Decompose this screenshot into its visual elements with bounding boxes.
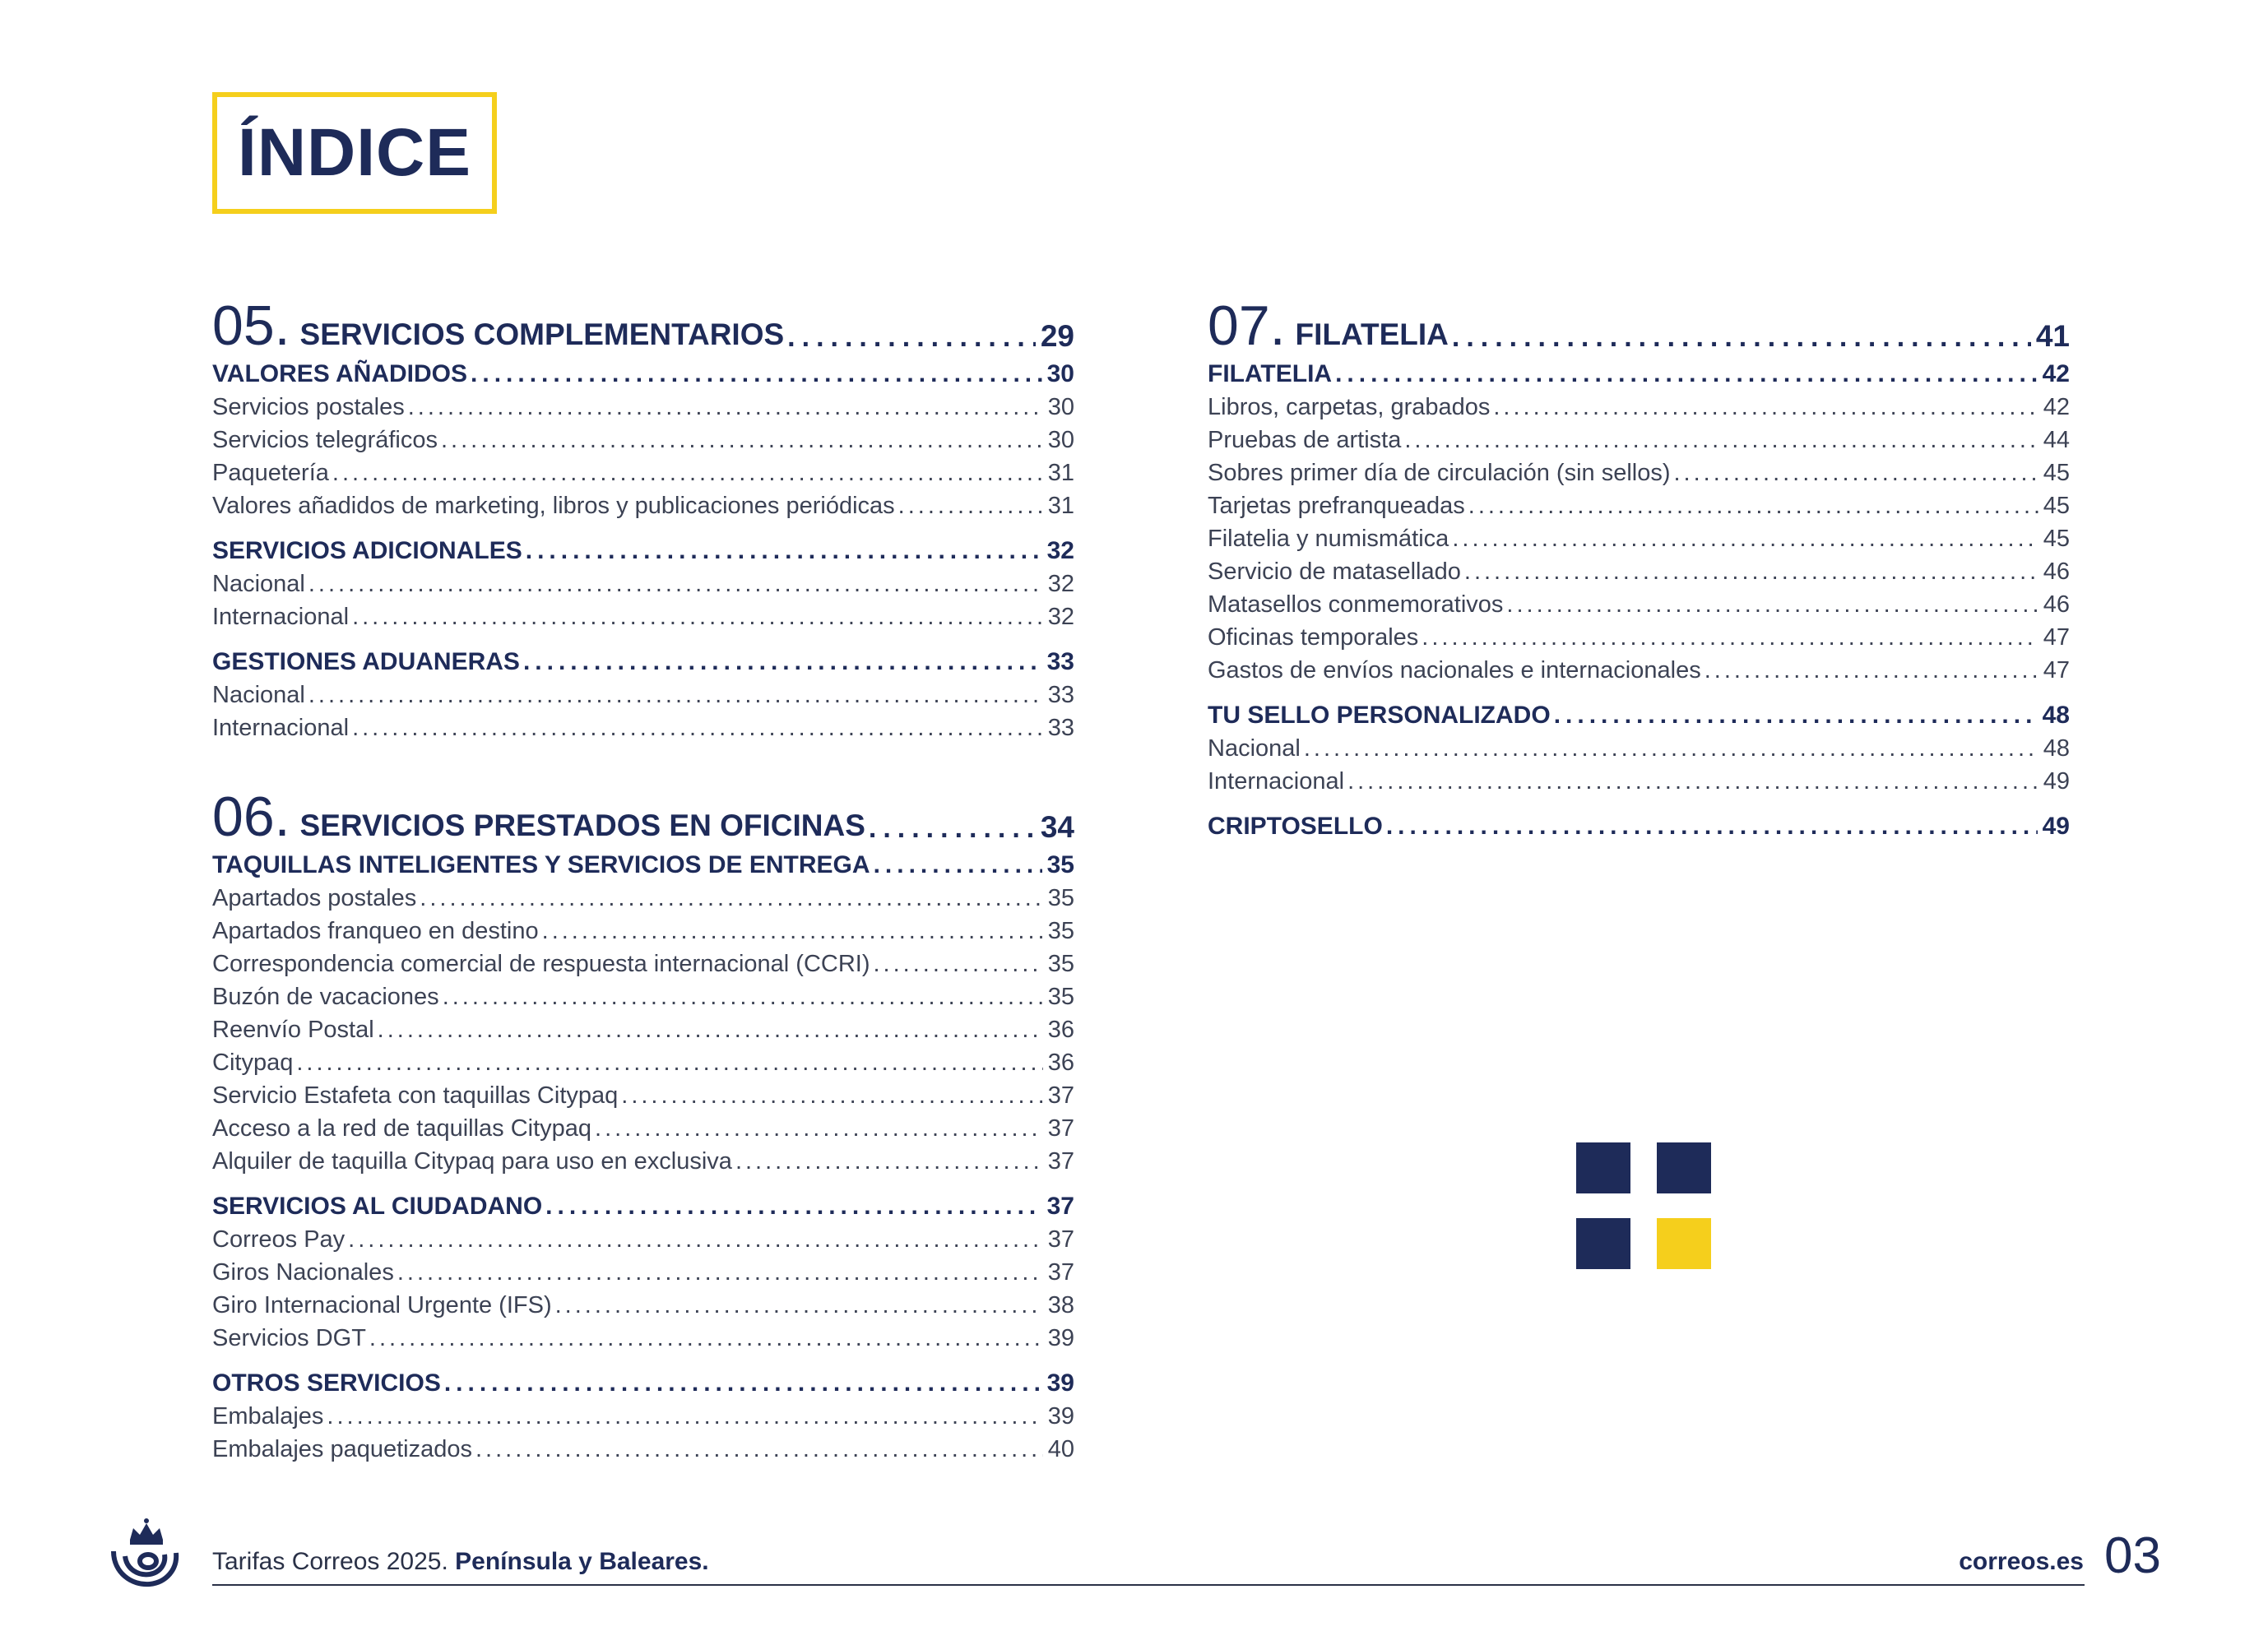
toc-item-label: Servicio Estafeta con taquillas Citypaq — [212, 1082, 619, 1109]
toc-item[interactable] — [1208, 591, 2070, 624]
toc-item-label: Servicio de matasellado — [1208, 558, 1461, 585]
footer-site-link[interactable]: correos.es — [1959, 1548, 2084, 1575]
toc-item[interactable] — [212, 951, 1074, 984]
toc-item-page: 46 — [2043, 591, 2070, 618]
dot-leader — [441, 427, 1043, 454]
chapter-number: 05. — [212, 294, 290, 357]
toc-item-page: 45 — [2043, 526, 2070, 552]
toc-section[interactable] — [1208, 702, 2070, 735]
navy-square-icon — [1576, 1218, 1630, 1269]
toc-item-label: Reenvío Postal — [212, 1017, 374, 1043]
toc-item-page: 40 — [1047, 1436, 1074, 1462]
toc-item-page: 37 — [1047, 1082, 1074, 1109]
toc-item[interactable] — [212, 682, 1074, 715]
navy-square-icon — [1657, 1142, 1711, 1193]
toc-item-page: 39 — [1047, 1325, 1074, 1351]
toc-item-label: Matasellos conmemorativos — [1208, 591, 1504, 618]
decorative-squares — [1576, 1142, 1714, 1271]
toc-item[interactable] — [1208, 768, 2070, 801]
toc-item[interactable] — [212, 394, 1074, 427]
toc-item-label: Servicios DGT — [212, 1325, 366, 1351]
toc-item-label: Servicios telegráficos — [212, 427, 438, 453]
toc-item[interactable] — [212, 571, 1074, 604]
toc-item[interactable] — [212, 604, 1074, 637]
toc-section-page: 35 — [1046, 851, 1074, 878]
dot-leader — [545, 1193, 1041, 1221]
toc-chapter[interactable] — [212, 290, 1074, 357]
dot-leader — [348, 1226, 1043, 1253]
toc-section-page: 39 — [1046, 1369, 1074, 1397]
dot-leader — [595, 1115, 1043, 1142]
toc-item-label: Alquiler de taquilla Citypaq para uso en exclusiva — [212, 1148, 732, 1175]
dot-leader — [1493, 394, 2038, 421]
toc-section-label: SERVICIOS AL CIUDADANO — [212, 1193, 543, 1220]
toc-section-page: 42 — [2042, 360, 2070, 387]
dot-leader — [1422, 624, 2038, 651]
toc-chapter-label: SERVICIOS COMPLEMENTARIOS — [299, 317, 785, 351]
toc-item[interactable] — [212, 1226, 1074, 1259]
dot-leader — [352, 715, 1043, 742]
dot-leader — [898, 493, 1043, 520]
toc-item-label: Citypaq — [212, 1050, 294, 1076]
toc-item[interactable] — [212, 427, 1074, 460]
dot-leader — [1468, 493, 2038, 520]
toc-item-label: Giros Nacionales — [212, 1259, 394, 1286]
toc-item-page: 45 — [2043, 493, 2070, 519]
toc-section[interactable] — [212, 1193, 1074, 1226]
toc-item[interactable] — [212, 460, 1074, 493]
toc-item[interactable] — [212, 1403, 1074, 1436]
index-title-box — [212, 92, 497, 214]
toc-item-label: Paquetería — [212, 460, 329, 486]
toc-section[interactable] — [1208, 813, 2070, 846]
toc-chapter[interactable] — [1208, 290, 2070, 357]
toc-item-label: Embalajes paquetizados — [212, 1436, 472, 1462]
dot-leader — [352, 604, 1043, 631]
toc-item[interactable] — [212, 1436, 1074, 1469]
toc-item-page: 31 — [1047, 460, 1074, 486]
toc-item-page: 35 — [1047, 918, 1074, 944]
dot-leader — [378, 1017, 1043, 1044]
dot-leader — [1347, 768, 2038, 795]
dot-leader — [332, 460, 1043, 487]
toc-item-page: 38 — [1047, 1292, 1074, 1318]
toc-section-label: TAQUILLAS INTELIGENTES Y SERVICIOS DE ENTREGA — [212, 851, 870, 878]
toc-item[interactable] — [1208, 427, 2070, 460]
dot-leader — [542, 918, 1043, 945]
dot-leader — [869, 813, 1036, 845]
toc-item-page: 46 — [2043, 558, 2070, 585]
dot-leader — [526, 537, 1042, 565]
toc-item-label: Gastos de envíos nacionales e internacionales — [1208, 657, 1701, 683]
chapter-number: 07. — [1208, 294, 1286, 357]
toc-section[interactable] — [212, 851, 1074, 885]
toc-item-label: Libros, carpetas, grabados — [1208, 394, 1491, 420]
dot-leader — [369, 1325, 1043, 1352]
toc-item-label: Internacional — [212, 715, 350, 741]
toc-item[interactable] — [1208, 526, 2070, 558]
toc-item-page: 31 — [1047, 493, 1074, 519]
toc-item-page: 39 — [1047, 1403, 1074, 1430]
dot-leader — [327, 1403, 1042, 1430]
toc-item-page: 35 — [1047, 951, 1074, 977]
toc-item[interactable] — [212, 1292, 1074, 1325]
dot-leader — [1404, 427, 2038, 454]
toc-item-label: Oficinas temporales — [1208, 624, 1419, 651]
dot-leader — [308, 571, 1043, 598]
dot-leader — [1704, 657, 2038, 684]
dot-leader — [444, 1369, 1042, 1397]
dot-leader — [443, 984, 1043, 1011]
toc-section-label: OTROS SERVICIOS — [212, 1369, 441, 1397]
dot-leader — [1464, 558, 2038, 586]
toc-item-page: 37 — [1047, 1259, 1074, 1286]
toc-item-label: Embalajes — [212, 1403, 324, 1430]
toc-item-label: Filatelia y numismática — [1208, 526, 1449, 552]
toc-item[interactable] — [1208, 657, 2070, 690]
chapter-number: 06. — [212, 785, 290, 848]
toc-item-label: Correos Pay — [212, 1226, 346, 1253]
toc-item-page: 35 — [1047, 885, 1074, 911]
dot-leader — [523, 648, 1042, 676]
dot-leader — [873, 951, 1042, 978]
chapter-heading — [1208, 294, 1449, 357]
toc-item[interactable] — [212, 1082, 1074, 1115]
toc-item-label: Servicios postales — [212, 394, 405, 420]
toc-item-label: Valores añadidos de marketing, libros y publicaciones periódicas — [212, 493, 895, 519]
toc-item-label: Internacional — [1208, 768, 1345, 795]
toc-item-page: 35 — [1047, 984, 1074, 1010]
toc-item-label: Correspondencia comercial de respuesta internacional (CCRI) — [212, 951, 870, 977]
dot-leader — [1554, 702, 2038, 730]
toc-item[interactable] — [212, 1325, 1074, 1358]
toc-section-page: 48 — [2042, 702, 2070, 729]
toc-section-label: CRIPTOSELLO — [1208, 813, 1383, 840]
toc-item-label: Internacional — [212, 604, 350, 630]
toc-item-page: 36 — [1047, 1050, 1074, 1076]
toc-item-label: Nacional — [1208, 735, 1301, 762]
toc-item[interactable] — [212, 1259, 1074, 1292]
toc-item-page: 30 — [1047, 427, 1074, 453]
toc-item-label: Giro Internacional Urgente (IFS) — [212, 1292, 552, 1318]
toc-item-page: 49 — [2043, 768, 2070, 795]
dot-leader — [1506, 591, 2038, 619]
toc-item-page: 30 — [1047, 394, 1074, 420]
toc-item[interactable] — [1208, 460, 2070, 493]
footer-divider — [212, 1584, 2085, 1586]
dot-leader — [1386, 813, 2038, 841]
toc-item-page: 37 — [1047, 1226, 1074, 1253]
toc-section-page: 33 — [1046, 648, 1074, 675]
toc-item-label: Acceso a la red de taquillas Citypaq — [212, 1115, 592, 1142]
toc-section-page: 30 — [1046, 360, 1074, 387]
toc-section-page: 49 — [2042, 813, 2070, 840]
toc-item[interactable] — [212, 715, 1074, 748]
dot-leader — [787, 322, 1036, 354]
toc-item-label: Buzón de vacaciones — [212, 984, 439, 1010]
toc-section[interactable] — [212, 648, 1074, 682]
footer-caption-prefix: Tarifas Correos 2025. — [212, 1548, 456, 1575]
toc-item-page: 42 — [2043, 394, 2070, 420]
toc-item-page: 48 — [2043, 735, 2070, 762]
toc-section-label: SERVICIOS ADICIONALES — [212, 537, 522, 564]
dot-leader — [397, 1259, 1043, 1286]
chapter-gap — [212, 748, 1074, 781]
toc-item-label: Nacional — [212, 571, 305, 597]
correos-crown-horn-logo-icon — [107, 1515, 183, 1591]
toc-item-label: Nacional — [212, 682, 305, 708]
toc-item[interactable] — [212, 918, 1074, 951]
dot-leader — [408, 394, 1043, 421]
dot-leader — [471, 360, 1042, 388]
dot-leader — [308, 682, 1043, 709]
toc-section-page: 32 — [1046, 537, 1074, 564]
toc-section[interactable] — [212, 1369, 1074, 1403]
dot-leader — [1304, 735, 2038, 762]
navy-square-icon — [1576, 1142, 1630, 1193]
footer-caption-bold: Península y Baleares. — [455, 1548, 709, 1575]
toc-item-label: Apartados franqueo en destino — [212, 918, 539, 944]
toc-item-page: 32 — [1047, 604, 1074, 630]
toc-chapter-page: 29 — [1040, 319, 1074, 353]
chapter-heading — [212, 294, 785, 357]
dot-leader — [1452, 322, 2031, 354]
toc-item[interactable] — [212, 885, 1074, 918]
toc-item-page: 45 — [2043, 460, 2070, 486]
page-number: 03 — [2104, 1527, 2161, 1584]
dot-leader — [1335, 360, 2038, 388]
dot-leader — [735, 1148, 1043, 1175]
index-title: ÍNDICE — [238, 115, 471, 190]
toc-item[interactable] — [1208, 394, 2070, 427]
toc-item[interactable] — [212, 1115, 1074, 1148]
toc-chapter-page: 34 — [1040, 810, 1074, 844]
toc-item[interactable] — [1208, 558, 2070, 591]
dot-leader — [555, 1292, 1043, 1319]
footer-caption — [212, 1548, 709, 1576]
toc-item-page: 33 — [1047, 682, 1074, 708]
toc-item-page: 32 — [1047, 571, 1074, 597]
toc-item-page: 47 — [2043, 657, 2070, 683]
toc-item-page: 47 — [2043, 624, 2070, 651]
toc-item[interactable] — [212, 1148, 1074, 1181]
toc-section-page: 37 — [1046, 1193, 1074, 1220]
toc-item-label: Sobres primer día de circulación (sin sellos) — [1208, 460, 1671, 486]
dot-leader — [1452, 526, 2038, 553]
toc-left-column — [212, 290, 1074, 1469]
toc-section[interactable] — [212, 360, 1074, 394]
toc-item[interactable] — [212, 984, 1074, 1017]
dot-leader — [874, 851, 1042, 879]
dot-leader — [475, 1436, 1043, 1463]
toc-chapter-label: SERVICIOS PRESTADOS EN OFICINAS — [299, 809, 865, 842]
toc-right-column — [1208, 290, 2070, 846]
toc-item-page: 44 — [2043, 427, 2070, 453]
toc-item-label: Apartados postales — [212, 885, 417, 911]
toc-item-page: 37 — [1047, 1115, 1074, 1142]
dot-leader — [621, 1082, 1042, 1110]
toc-chapter-page: 41 — [2035, 319, 2070, 353]
toc-item-label: Pruebas de artista — [1208, 427, 1402, 453]
toc-section[interactable] — [212, 537, 1074, 571]
chapter-heading — [212, 785, 865, 848]
toc-section-label: GESTIONES ADUANERAS — [212, 648, 520, 675]
toc-section-label: FILATELIA — [1208, 360, 1333, 387]
toc-item[interactable] — [212, 1017, 1074, 1050]
dot-leader — [420, 885, 1042, 912]
toc-chapter-label: FILATELIA — [1295, 317, 1449, 351]
dot-leader — [296, 1050, 1042, 1077]
toc-section-label: TU SELLO PERSONALIZADO — [1208, 702, 1551, 729]
toc-item-page: 37 — [1047, 1148, 1074, 1175]
toc-section-label: VALORES AÑADIDOS — [212, 360, 468, 387]
toc-item-page: 36 — [1047, 1017, 1074, 1043]
toc-item[interactable] — [1208, 493, 2070, 526]
toc-item-label: Tarjetas prefranqueadas — [1208, 493, 1465, 519]
toc-item-page: 33 — [1047, 715, 1074, 741]
toc-item[interactable] — [212, 493, 1074, 526]
dot-leader — [1674, 460, 2038, 487]
yellow-square-icon — [1657, 1218, 1711, 1269]
toc-item[interactable] — [1208, 735, 2070, 768]
toc-section[interactable] — [1208, 360, 2070, 394]
toc-item[interactable] — [1208, 624, 2070, 657]
toc-item[interactable] — [212, 1050, 1074, 1082]
toc-chapter[interactable] — [212, 781, 1074, 848]
